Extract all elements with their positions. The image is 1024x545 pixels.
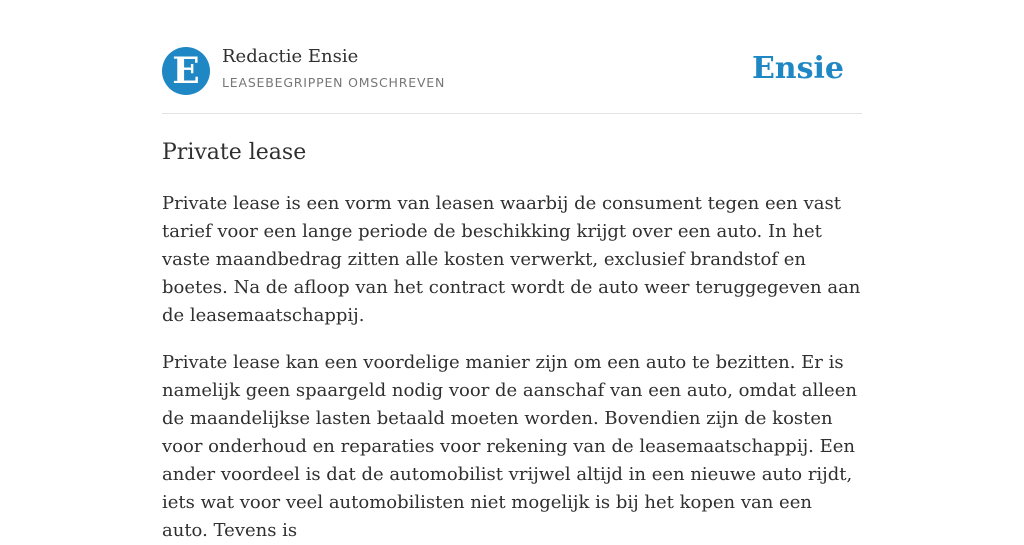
article-paragraph-1: Private lease is een vorm van leasen waarbij de consument tegen een vast tarief voor een lange periode de beschikking krijgt over een auto. In het vaste maandbedrag zitten alle kosten verwerkt, exclusief brandstof en boetes. Na de afloop van het contract wordt de auto weer teruggegeven aan de leasemaatschappij. [162, 193, 861, 326]
article-header [162, 0, 862, 114]
author-name[interactable]: Redactie Ensie [222, 46, 359, 67]
article-title: Private lease [162, 140, 307, 165]
article-container [162, 0, 862, 545]
ensie-logo[interactable]: Ensie [751, 51, 844, 86]
author-avatar[interactable]: E [162, 47, 210, 95]
article-paragraph-2: Private lease kan een voordelige manier zijn om een auto te bezitten. Er is namelijk geen spaargeld nodig voor de aanschaf van een auto, omdat alleen de maandelijkse lasten betaald moeten worden. Bovendien zijn de kosten voor onderhoud en reparaties voor rekening van de leasemaatschappij. Een ander voordeel is dat de automobilist vrijwel altijd in een nieuwe auto rijdt, iets wat voor veel automobilisten niet mogelijk is bij het kopen van een auto. Tevens is [162, 352, 857, 541]
author-subtitle: LEASEBEGRIPPEN OMSCHREVEN [222, 75, 446, 90]
